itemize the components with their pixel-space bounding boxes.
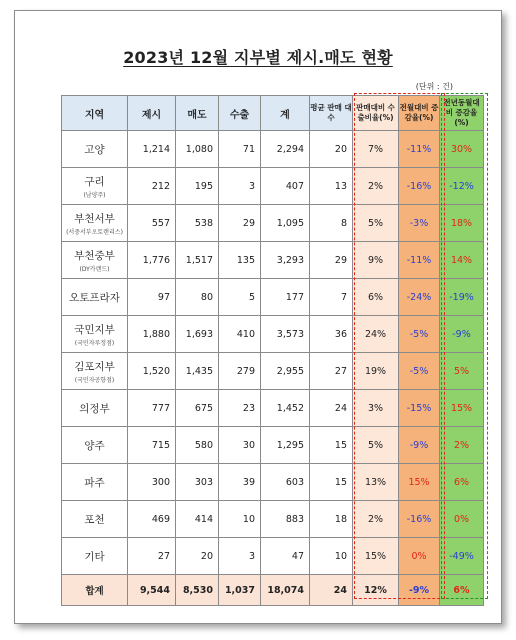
export-cell: 135 [219,242,261,279]
total-cell: 603 [261,464,310,501]
yoy-cell: 6% [440,575,484,606]
table-row [62,501,484,538]
region-name: 국민지부 [74,323,115,336]
yoy-cell: -9% [440,316,484,353]
avg-cell: 36 [310,316,353,353]
region-branch: (서중서부오토랜리스) [66,228,123,236]
offer-cell: 9,544 [128,575,176,606]
table-row [62,427,484,464]
ratio-cell: 9% [353,242,399,279]
sale-cell: 1,435 [176,353,219,390]
region-name: 구리 [84,175,105,188]
table-row [62,390,484,427]
export-cell: 1,037 [219,575,261,606]
header-row [62,96,484,131]
yoy-cell: 30% [440,131,484,168]
mom-cell: -3% [399,205,440,242]
total-cell: 3,293 [261,242,310,279]
region-cell [62,168,128,205]
header-export: 수출 [219,96,261,131]
sale-cell: 8,530 [176,575,219,606]
mom-cell: -5% [399,316,440,353]
ratio-cell: 12% [353,575,399,606]
table-row [62,242,484,279]
avg-cell: 13 [310,168,353,205]
ratio-cell: 5% [353,427,399,464]
region-branch: (국민자공항점) [74,376,115,384]
mom-cell: 15% [399,464,440,501]
table-row [62,316,484,353]
mom-cell: -16% [399,501,440,538]
avg-cell: 7 [310,279,353,316]
export-cell: 71 [219,131,261,168]
offer-cell: 97 [128,279,176,316]
export-cell: 29 [219,205,261,242]
region-branch: (DY카랜드) [79,265,110,273]
region-branch: (국민자루정점) [74,339,115,347]
region-cell [62,501,128,538]
region-cell [62,131,128,168]
region-cell [62,242,128,279]
yoy-cell: -19% [440,279,484,316]
export-cell: 39 [219,464,261,501]
ratio-cell: 2% [353,168,399,205]
sale-cell: 20 [176,538,219,575]
region-cell [62,427,128,464]
mom-cell: -15% [399,390,440,427]
sale-cell: 1,517 [176,242,219,279]
sale-cell: 580 [176,427,219,464]
region-name: 의정부 [79,402,110,415]
region-name: 기타 [84,550,105,563]
header-avg: 평균 판매 대수 [310,96,353,131]
yoy-cell: 2% [440,427,484,464]
table-row [62,538,484,575]
total-cell: 1,095 [261,205,310,242]
ratio-cell: 3% [353,390,399,427]
offer-cell: 469 [128,501,176,538]
mom-cell: -11% [399,242,440,279]
sale-cell: 538 [176,205,219,242]
avg-cell: 15 [310,427,353,464]
avg-cell: 20 [310,131,353,168]
yoy-cell: -12% [440,168,484,205]
offer-cell: 1,214 [128,131,176,168]
header-sale: 매도 [176,96,219,131]
total-row [62,575,484,606]
avg-cell: 29 [310,242,353,279]
region-branch: (남양주) [83,191,106,199]
sale-cell: 195 [176,168,219,205]
sale-cell: 1,693 [176,316,219,353]
total-cell: 407 [261,168,310,205]
avg-cell: 18 [310,501,353,538]
total-cell: 2,294 [261,131,310,168]
region-cell [62,390,128,427]
ratio-cell: 15% [353,538,399,575]
yoy-cell: 6% [440,464,484,501]
header-yoy: 전년동월대비 증감율(%) [440,96,484,131]
ratio-cell: 5% [353,205,399,242]
avg-cell: 10 [310,538,353,575]
table-row [62,279,484,316]
mom-cell: -16% [399,168,440,205]
offer-cell: 1,880 [128,316,176,353]
total-cell: 1,295 [261,427,310,464]
yoy-cell: 14% [440,242,484,279]
table-row [62,131,484,168]
yoy-cell: 0% [440,501,484,538]
offer-cell: 557 [128,205,176,242]
offer-cell: 212 [128,168,176,205]
header-offer: 제시 [128,96,176,131]
region-name: 양주 [84,439,105,452]
total-cell: 177 [261,279,310,316]
table-row [62,205,484,242]
offer-cell: 300 [128,464,176,501]
export-cell: 3 [219,168,261,205]
ratio-cell: 2% [353,501,399,538]
stats-table [61,95,484,606]
total-label: 합계 [62,575,128,606]
region-cell [62,279,128,316]
mom-cell: -9% [399,575,440,606]
export-cell: 410 [219,316,261,353]
ratio-cell: 7% [353,131,399,168]
sale-cell: 1,080 [176,131,219,168]
region-name: 부천서부 [74,212,115,225]
region-cell [62,538,128,575]
region-name: 오토프라자 [69,291,120,304]
ratio-cell: 19% [353,353,399,390]
sale-cell: 80 [176,279,219,316]
region-cell [62,316,128,353]
export-cell: 23 [219,390,261,427]
sale-cell: 675 [176,390,219,427]
unit-note: (단위 : 건) [415,82,453,91]
mom-cell: -5% [399,353,440,390]
yoy-cell: -49% [440,538,484,575]
yoy-cell: 5% [440,353,484,390]
total-cell: 2,955 [261,353,310,390]
table-row [62,464,484,501]
region-name: 포천 [84,513,105,526]
export-cell: 30 [219,427,261,464]
offer-cell: 777 [128,390,176,427]
offer-cell: 1,520 [128,353,176,390]
mom-cell: -24% [399,279,440,316]
offer-cell: 27 [128,538,176,575]
total-cell: 3,573 [261,316,310,353]
avg-cell: 24 [310,390,353,427]
header-mom: 전월대비 증감율(%) [399,96,440,131]
region-name: 김포지부 [74,360,115,373]
export-cell: 279 [219,353,261,390]
region-cell [62,353,128,390]
total-cell: 883 [261,501,310,538]
ratio-cell: 24% [353,316,399,353]
yoy-cell: 18% [440,205,484,242]
region-cell [62,464,128,501]
mom-cell: -9% [399,427,440,464]
table-row [62,168,484,205]
avg-cell: 27 [310,353,353,390]
region-cell [62,205,128,242]
yoy-cell: 15% [440,390,484,427]
header-ratio: 판매대비 수출비율(%) [353,96,399,131]
mom-cell: -11% [399,131,440,168]
offer-cell: 715 [128,427,176,464]
export-cell: 10 [219,501,261,538]
header-region: 지역 [62,96,128,131]
header-total: 계 [261,96,310,131]
ratio-cell: 6% [353,279,399,316]
region-name: 부천중부 [74,249,115,262]
total-cell: 1,452 [261,390,310,427]
offer-cell: 1,776 [128,242,176,279]
document-frame [14,10,502,624]
total-cell: 47 [261,538,310,575]
export-cell: 5 [219,279,261,316]
sale-cell: 414 [176,501,219,538]
total-cell: 18,074 [261,575,310,606]
export-cell: 3 [219,538,261,575]
page-title: 2023년 12월 지부별 제시.매도 현황 [123,48,393,67]
sale-cell: 303 [176,464,219,501]
avg-cell: 8 [310,205,353,242]
region-name: 파주 [84,476,105,489]
table-row [62,353,484,390]
mom-cell: 0% [399,538,440,575]
avg-cell: 15 [310,464,353,501]
ratio-cell: 13% [353,464,399,501]
avg-cell: 24 [310,575,353,606]
region-name: 고양 [84,143,105,156]
